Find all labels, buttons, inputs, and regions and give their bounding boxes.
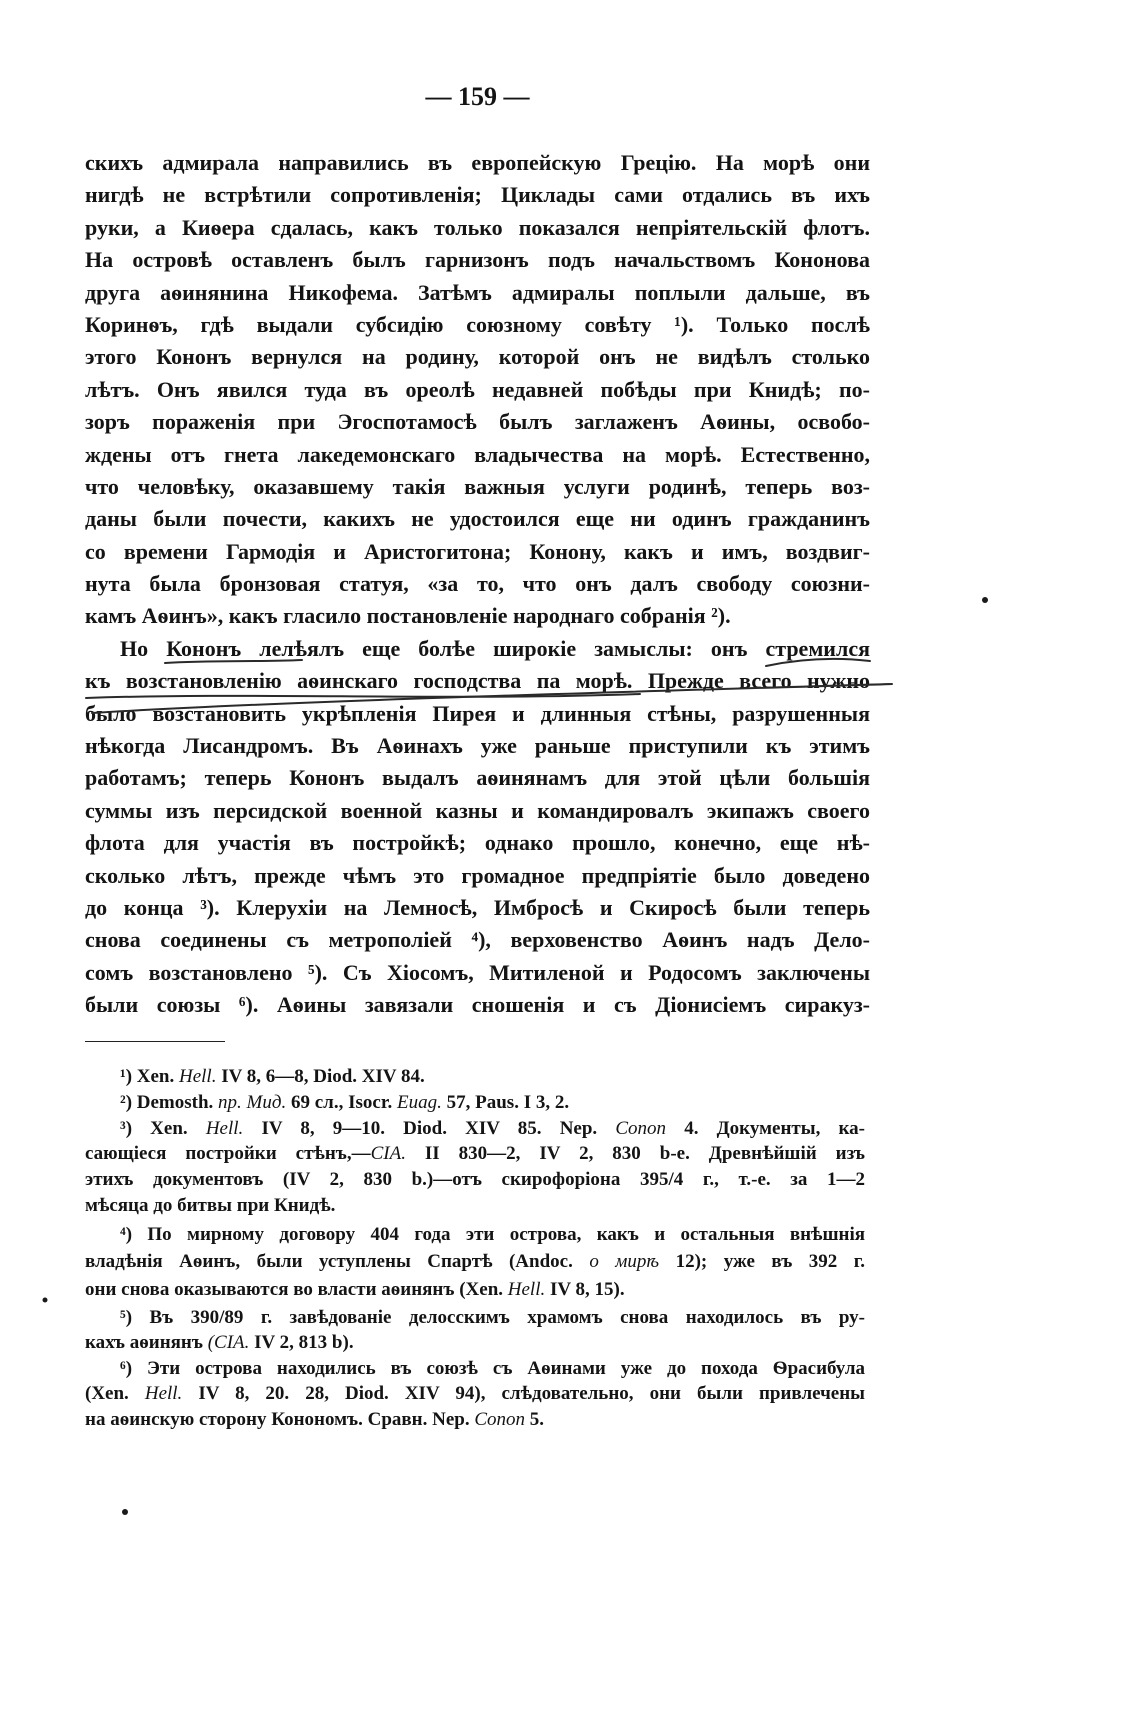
footnote-text: IV 2, 813 b). <box>249 1332 354 1353</box>
footnote-separator <box>85 1041 225 1042</box>
text-line: сколько лѣтъ, прежде чѣмъ это громадное предпріятіе было доведено <box>85 862 870 888</box>
footnote-line <box>85 1330 865 1356</box>
footnote-text-italic: Euag. <box>397 1092 442 1113</box>
footnote-text-italic: пр. Мид. <box>218 1092 287 1113</box>
footnote-text: на аѳинскую сторону Конономъ. Сравн. Nep. <box>85 1409 475 1430</box>
footnote-line <box>85 1064 865 1090</box>
footnote-text: ¹) Xen. <box>120 1066 179 1087</box>
footnote-text: 5. <box>525 1409 545 1430</box>
footnote-text-italic: о мирѣ <box>589 1251 660 1272</box>
footnote-text-italic: Hell. <box>144 1383 183 1404</box>
text-line: снова соединены съ метрополіей ⁴), верховенство Аѳинъ надъ Дело- <box>85 927 870 953</box>
paragraph-2 <box>85 633 870 1022</box>
footnote-text: 69 сл., Isocr. <box>286 1092 398 1113</box>
footnote-text: 12); уже въ 392 г. <box>659 1251 865 1272</box>
text-line: Но Кононъ лелѣялъ еще болѣе широкіе замыслы: онъ стремился <box>120 635 870 661</box>
text-line: Коринѳъ, гдѣ выдали субсидію союзному совѣту ¹). Только послѣ <box>85 311 870 337</box>
text-line: лѣтъ. Онъ явился туда въ ореолѣ недавней побѣды при Книдѣ; по- <box>85 376 870 402</box>
footnote-text-italic: Hell. <box>507 1279 546 1300</box>
footnote-text-italic: Conon <box>474 1409 526 1430</box>
ink-speck <box>982 597 988 603</box>
footnote-text: ³) Xen. <box>120 1118 206 1139</box>
footnote-line <box>85 1305 865 1331</box>
text-line: со времени Гармодія и Аристогитона; Конону, какъ и имъ, воздвиг- <box>85 538 870 564</box>
footnote-line <box>85 1116 865 1142</box>
text-line: камъ Аѳинъ», какъ гласило постановленіе народнаго собранія ²). <box>85 603 731 629</box>
footnote-text: они снова оказываются во власти аѳинянъ (Xen. <box>85 1279 508 1300</box>
footnote-text: 57, Paus. I 3, 2. <box>441 1092 570 1113</box>
footnote-text: (Xen. <box>85 1383 145 1404</box>
text-line: друга аѳинянина Никофема. Затѣмъ адмиралы поплыли дальше, въ <box>85 279 870 305</box>
footnote-text: сающіеся постройки стѣнъ,— <box>85 1143 371 1164</box>
text-line: нѣкогда Лисандромъ. Въ Аѳинахъ уже раньше приступили къ этимъ <box>85 733 870 759</box>
footnote-text-italic: Hell. <box>205 1118 244 1139</box>
footnote-text: ²) Demosth. <box>120 1092 219 1113</box>
footnote-text: IV 8, 9—10. Diod. XIV 85. Nep. <box>243 1118 616 1139</box>
paragraph-1 <box>85 147 870 633</box>
footnote-line <box>85 1222 865 1248</box>
footnote-text-italic: CIA. <box>370 1143 406 1164</box>
footnote-text: ⁴) По мирному договору 404 года эти острова, какъ и остальныя внѣшнія <box>120 1224 865 1245</box>
text-line: было возстановить укрѣпленія Пирея и длинныя стѣны, разрушенныя <box>85 700 870 726</box>
footnote-line <box>85 1090 865 1116</box>
footnote-text: владѣнія Аѳинъ, были уступлены Спартѣ (Andoc. <box>85 1251 590 1272</box>
page-number: — 159 — <box>425 82 530 111</box>
footnote-text: IV 8, 15). <box>545 1279 625 1300</box>
footnote-text: ⁵) Въ 390/89 г. завѣдованіе делосскимъ храмомъ снова находилось въ ру- <box>120 1307 865 1328</box>
footnote-text-italic: (CIA. <box>207 1332 250 1353</box>
text-line: суммы изъ персидской военной казны и командировалъ экипажъ своего <box>85 797 870 823</box>
text-line: флота для участія въ постройкѣ; однако прошло, конечно, еще нѣ- <box>85 830 870 856</box>
footnote-text: этихъ документовъ (IV 2, 830 b.)—отъ скирофоріона 395/4 г., т.-е. за 1—2 <box>85 1169 865 1190</box>
footnote-line <box>85 1407 865 1433</box>
text-line: сомъ возстановлено ⁵). Съ Хіосомъ, Митиленой и Родосомъ заключены <box>85 959 870 985</box>
text-line: что человѣку, оказавшему такія важныя услуги родинѣ, теперь воз- <box>85 473 870 499</box>
main-text <box>85 147 870 1022</box>
footnote-text-italic: Hell. <box>179 1066 217 1087</box>
footnote-line <box>85 1193 865 1219</box>
text-line: къ возстановленію аѳинскаго господства па морѣ. Прежде всего нужно <box>85 668 870 694</box>
text-line: нута была бронзовая статуя, «за то, что онъ далъ свободу союзни- <box>85 571 870 597</box>
text-line: этого Кононъ вернулся на родину, которой онъ не видѣлъ столько <box>85 344 870 370</box>
footnote-line <box>85 1277 865 1303</box>
text-line: скихъ адмирала направились въ европейскую Грецію. На морѣ они <box>85 150 870 175</box>
text-line: руки, а Киѳера сдалась, какъ только показался непріятельскій флотъ. <box>85 214 870 240</box>
footnote-text: IV 8, 6—8, Diod. XIV 84. <box>216 1066 425 1087</box>
text-line: были союзы ⁶). Аѳины завязали сношенія и съ Діонисіемъ сиракуз- <box>85 992 870 1018</box>
footnote-line <box>85 1381 865 1407</box>
text-line: даны были почести, какихъ не удостоился еще ни одинъ гражданинъ <box>85 506 870 532</box>
footnote-line <box>85 1356 865 1382</box>
footnote-text: 4. Документы, ка- <box>666 1118 865 1139</box>
text-line: зоръ пораженія при Эгоспотамосѣ былъ заглаженъ Аѳины, освобо- <box>85 409 870 435</box>
text-line: до конца ³). Клерухіи на Лемносѣ, Имбросѣ и Скиросѣ были теперь <box>85 894 870 920</box>
text-line: нигдѣ не встрѣтили сопротивленія; Циклады сами отдались въ ихъ <box>85 182 870 208</box>
footnote-line <box>85 1167 865 1193</box>
footnote-text-italic: Conon <box>615 1118 667 1139</box>
footnote-text: мѣсяца до битвы при Книдѣ. <box>85 1195 336 1216</box>
footnote-text: II 830—2, IV 2, 830 b-e. Древнѣйшій изъ <box>405 1143 865 1164</box>
footnote-text: кахъ аѳинянъ <box>85 1332 208 1353</box>
footnote-line <box>85 1141 865 1167</box>
footnote-text: ⁶) Эти острова находились въ союзѣ съ Аѳинами уже до похода Ѳрасибула <box>120 1358 865 1379</box>
ink-speck <box>122 1509 128 1515</box>
footnote-line <box>85 1249 865 1275</box>
text-line: работамъ; теперь Кононъ выдалъ аѳинянамъ для этой цѣли большія <box>85 765 870 791</box>
ink-speck <box>43 1298 48 1303</box>
text-line: На островѣ оставленъ былъ гарнизонъ подъ начальствомъ Кононова <box>85 247 870 273</box>
footnote-text: IV 8, 20. 28, Diod. XIV 94), слѣдовательно, они были привлечены <box>182 1383 865 1404</box>
text-line: ждены отъ гнета лакедемонскаго владычества на морѣ. Естественно, <box>85 441 870 467</box>
